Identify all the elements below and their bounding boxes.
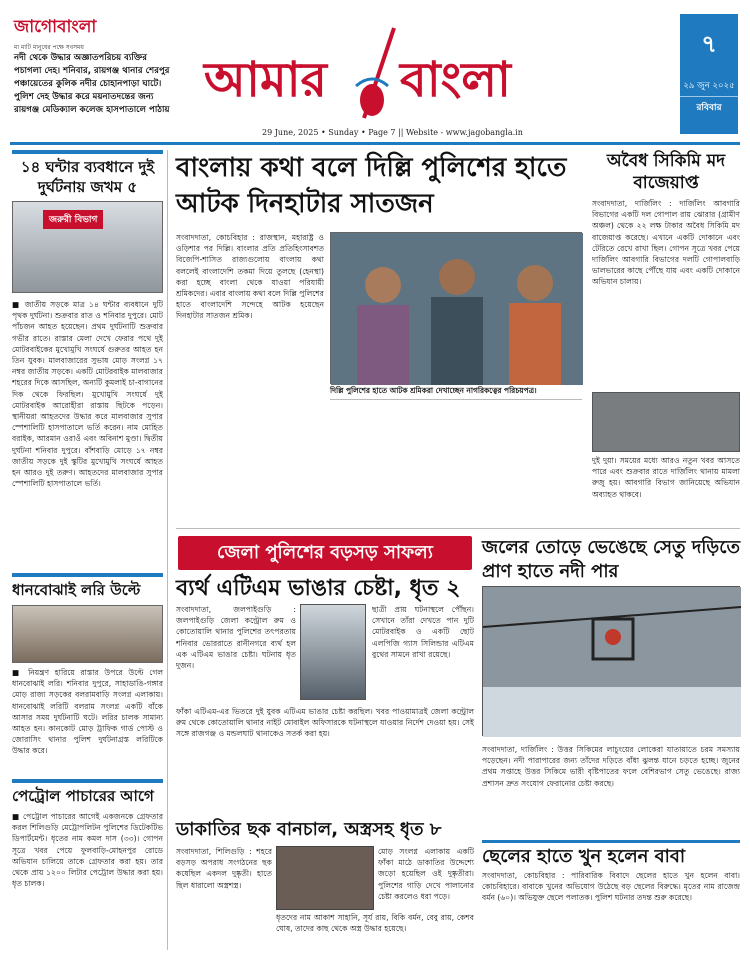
father-body: সংবাদদাতা, কোচবিহার : পারিবারিক বিবাদে ছেলের হাতে খুন হলেন বাবা। কোচবিহারে। বাবাকে খুনের অভিযোগ উঠেছে বড় ছেলের বিরুদ্ধে। মৃতের নাম রাজেন্দ্র বর্মন (৬০)। অভিযুক্ত ছেলে পলাতক। পুলিশ ঘটনার তদন্ত শুরু করেছে। (482, 871, 740, 903)
masthead (196, 26, 536, 126)
jagobangla-logo (14, 14, 126, 51)
story1-title: ১৪ ঘন্টার ব্যবধানে দুই দুর্ঘটনায় জখম ৫ (12, 150, 163, 197)
bridge-body: সংবাদদাতা, দার্জিলিং : উত্তর সিকিমের লাচুংয়ের লোকেরা যাতায়াতে চরম সমস্যায় পড়েছেন। নদী পারাপারের জন্য তাঁদের দড়িতে বাঁধা ঝুলন্ত যানে চড়তে হচ্ছে। জুনের প্রথম সপ্তাহে উত্তর সিকিমে ভারী বৃষ্টিপাতের ফলে বেশিরভাগ সেতু ভেঙেছে। রাজ্য প্রশাসন দ্রুত সংযোগ ফেরানোর চেষ্টা করছে। (482, 745, 740, 788)
jagobangla-tagline: মা মাটি মানুষের পক্ষে সবসময় (14, 44, 84, 51)
lead-body: সংবাদদাতা, কোচবিহার : রাজস্থান, মহারাষ্ট্র ও ওড়িশার পর দিল্লি। বাংলার প্রতি প্রতিহিংসাবশত বিজেপি-শাসিত রাজ্যগুলোয় বাংলায় কথা বললেই বাংলাদেশি তকমা দিয়ে তুলছে (হেনস্থা) করা হচ্ছে বাংলা থেকে যাওয়া পরিযায়ী শ্রমিকদের। এবার বাংলায় কথা বলে দিল্লি পুলিশের হাতে বাংলাদেশি সন্দেহে আটক হয়েছেন দিনহাটার সাতজন শ্রমিক। (176, 233, 324, 321)
lead-body-continued (330, 400, 582, 524)
masthead-word-amar: আমার (204, 52, 327, 108)
left-column (12, 150, 168, 950)
section-divider (176, 528, 740, 529)
bridge-headline: জলের তোড়ে ভেঙেছে সেতু দড়িতে প্রাণ হাতে নদী পার (482, 537, 741, 582)
page-badge (680, 14, 738, 134)
dakati-photo (276, 846, 374, 910)
dakati-headline: ডাকাতির ছক বানচাল, অস্ত্রসহ ধৃত ৮ (176, 819, 442, 840)
lead-photo (330, 232, 582, 384)
atm-body1: সংবাদদাতা, জলপাইগুড়ি : জলপাইগুড়ি জেলা কন্ট্রোল রুম ও কোতোয়ালি থানার পুলিশের তৎপরতায় শনিবার ভোররাতে রানীনগরে ব্যর্থ হল এক এটিএম ভাঙার চেষ্টা। ঘটনায় ধৃত দুজন। (176, 605, 296, 671)
page-date: ২৯ জুন ২০২৫ (683, 81, 735, 91)
atm-headline: ব্যর্থ এটিএম ভাঙার চেষ্টা, ধৃত ২ (176, 576, 461, 601)
bridge-photo-scene (483, 587, 741, 737)
lead-headline: বাংলায় কথা বলে দিল্লি পুলিশের হাতে আটক দিনহাটার সাতজন (176, 153, 567, 219)
masthead-word-bangla: বাংলা (400, 52, 511, 108)
page-number: ৭ (701, 30, 717, 58)
story2-photo (12, 605, 163, 663)
story3-title: পেট্রোল পাচারের আগে (12, 779, 163, 807)
bridge-photo (482, 586, 740, 736)
story2-body: ■ নিয়ন্ত্রণ হারিয়ে রাস্তার উপরে উল্টে গেল ধানবোঝাই লরি। শনিবার দুপুরে, সাহাডাঙি-গঙ্গার মোড় রাজ্য সড়কের বলরামবাড়ি সংলগ্ন এলাকায়। ধানবোঝাই লরিটি বলরাম সংলগ্ন একটি বাঁকে আসার সময় দুর্ঘটনাটি ঘটে। লরির চালক সামান্য আহত হন। কানকোট মোড় ট্রাফিক গার্ড পোস্ট ও জোরাসিং থানার পুলিশ দুর্ঘটনাগ্রস্ত লরিটিকে উদ্ধার করে। (12, 668, 163, 756)
atm-photo (300, 604, 366, 700)
atm-body3: ফাঁকা এটিএম-এর ভিতরে দুই যুবক এটিএম ভাঙার চেষ্টা করছিল। খবর পাওয়ামাত্রই জেলা কন্ট্রোল রুম থেকে কোতোয়ালি থানার নাইট মোবাইল অফিসারকে ঘটনাস্থলে যাওয়ার নির্দেশ দেওয়া হয়। সেই সঙ্গে রাজগঞ্জ ও মন্ডলঘাট থানাকেও সতর্ক করা হয়। (176, 707, 474, 739)
ektara-icon (356, 28, 394, 118)
father-headline: ছেলের হাতে খুন হলেন বাবা (482, 840, 740, 869)
right-top-story (592, 150, 740, 388)
right-top-photo (592, 392, 740, 452)
page-day: রবিবার (680, 96, 738, 115)
dateline: 29 June, 2025 • Sunday • Page 7 || Website - www.jagobangla.in (262, 128, 523, 137)
lead-photo-figures (331, 233, 583, 385)
story1-body: ■ জাতীয় সড়কে মাত্র ১৪ ঘন্টার ব্যবধানে দুটি পৃথক দুর্ঘটনা। শুক্রবার রাত ও শনিবার দুপুরে। মোট পাঁচজন আহত হয়েছেন। প্রথম দুর্ঘটনাটি শুক্রবার গভীর রাতে। রাস্তার মেলা দেখে ফেরার পথে দুই মোটরবাইকের মুখোমুখি সংঘর্ষে গুরুতর আহত হন তিন যুবক। মালবাজারের সুভাষ মোড় সংলগ্ন ১৭ নম্বর জাতীয় সড়কে। একটি মোটরবাইক মালবাজার শহরের দিকে আসছিল, অন্যটি কুমলাই চা-বাগানের দিক থেকে ফিরছিল। মুখোমুখি সংঘর্ষে দুই মোটরবাইক আরোহীরা রাস্তায় ছিটকে পড়েন। স্থানীয়রা আহতদের উদ্ধার করে মালবাজার সুপার স্পেশালিটি হাসপাতালে ভর্তি করেন। নাম মোহিত বরাইক, আরমান ওরাওঁ এবং অবিনাশ মুণ্ডা। দ্বিতীয় দুর্ঘটনা শনিবার দুপুরে। বাঁশবাড়ি মোড়ে ১৭ নম্বর জাতীয় সড়কে দুই স্কুটির মুখোমুখি সংঘর্ষে আহত হন আরও দুই তরুণ। আহতদের মালবাজার সুপার স্পেশালিটি হাসপাতালে ভর্তি। (12, 300, 163, 489)
right-top-body2: দুই দুয়া। সময়ের মধ্যে আরও নতুন খবর আসতে পারে এবং শুক্রবার রাতে দার্জিলিং থানায় মামলা রুজু হয়। আবগারি বিভাগ জানিয়েছে অভিযান অব্যাহত থাকবে। (592, 456, 740, 499)
dakati-body2: মোড় সংলগ্ন এলাকায় একটি ফাঁকা মাঠে ডাকাতির উদ্দেশ্যে জড়ো হয়েছিল ওই দুষ্কৃতীরা। পুলিশের গাড়ি দেখে পালানোর চেষ্টা করলেও ধরা পড়ে। (378, 847, 474, 901)
dakati-body1: সংবাদদাতা, শিলিগুড়ি : শহরে বড়সড় অপরাধ সংগঠনের ছক কষেছিল একদল দুষ্কৃতী। হাতে ছিল ধারালো অস্ত্রশস্ত্র। (176, 847, 272, 890)
story3-body: ■ পেট্রোল পাচারের আগেই একজনকে গ্রেফতার করল শিলিগুড়ি মেট্রোপলিটন পুলিশের ডিটেকটিভ ডিপার্টমেন্ট। ধৃতের নাম কমল দাস (৩৩)। গোপন সূত্রে খবর পেয়ে ফুলবাড়ি-মোহনপুর রোডে অভিযান চালিয়ে তাকে গ্রেফতার করা হয়। তার থেকে প্রায় ১২০০ লিটার পেট্রোল উদ্ধার করা হয়। ধৃত চালক। (12, 812, 163, 889)
header-rule (10, 142, 740, 145)
story1-photo (12, 201, 163, 293)
masthead-art (196, 26, 536, 126)
jagobangla-logo-text: জাগোবাংলা (14, 17, 97, 37)
dakati-body3: ধৃতদের নাম আকাশ সাহানি, সূর্য রায়, বিকি বর্মন, বেবু রায়, কেশব ঘোষ, তাদের কাছ থেকে অস্ত্র উদ্ধার হয়েছে। (276, 913, 474, 934)
emergency-sign: জরুরী বিভাগ (43, 210, 103, 229)
story2-title: ধানবোঝাই লরি উল্টে (12, 573, 163, 601)
right-top-body: সংবাদদাতা, দার্জিলিং : দার্জিলিং আবগারি বিভাগের একটি দল গোপাল রায় ঝোরার (গ্রামীণ অঞ্চল) থেকে ২২ লক্ষ টাকার অবৈধ সিকিমি মদ বাজেয়াপ্ত করেছে। এখানে একটি দোকানে এবং টেরিতে রেখে রাখা ছিল। গোপন সূত্রে খবর পেয়ে দার্জিলিং আবগারি বিভাগের দলটি গোপালবাড়ি ভালভারের কাছে পৌঁছে যায় এবং একটি দোকানে অভিযান চালায়। (592, 199, 740, 287)
district-banner: জেলা পুলিশের বড়সড় সাফল্য (178, 536, 472, 570)
right-top-title: অবৈধ সিকিমি মদ বাজেয়াপ্ত (606, 151, 726, 193)
header-brief-news: নদী থেকে উদ্ধার অজ্ঞাতপরিচয় ব্যক্তির পচাগলা দেহ। শনিবার, রায়গঞ্জ থানার শেরপুর পঞ্চায়েতের কুলিক নদীর চোহানপাড়া ঘাটে। পুলিশ দেহ উদ্ধার করে ময়নাতদন্তের জন্য রায়গঞ্জ মেডিক্যাল কলেজ হাসপাতালে পাঠায় (14, 53, 170, 115)
lead-photo-caption: দিল্লি পুলিশের হাতে আটক শ্রমিকরা দেখাচ্ছেন নাগরিকত্বের পরিচয়পত্র। (330, 384, 582, 400)
atm-body2: ছাত্রী প্রায় ঘটনাস্থলে পৌঁছন। সেখানে তাঁরা দেখতে পান দুটি মোটরবাইক ও একটি ছোট এলপিজি গ্যাস সিলিন্ডার এটিএম বুথের সামনে রাখা রয়েছে। (372, 605, 474, 659)
